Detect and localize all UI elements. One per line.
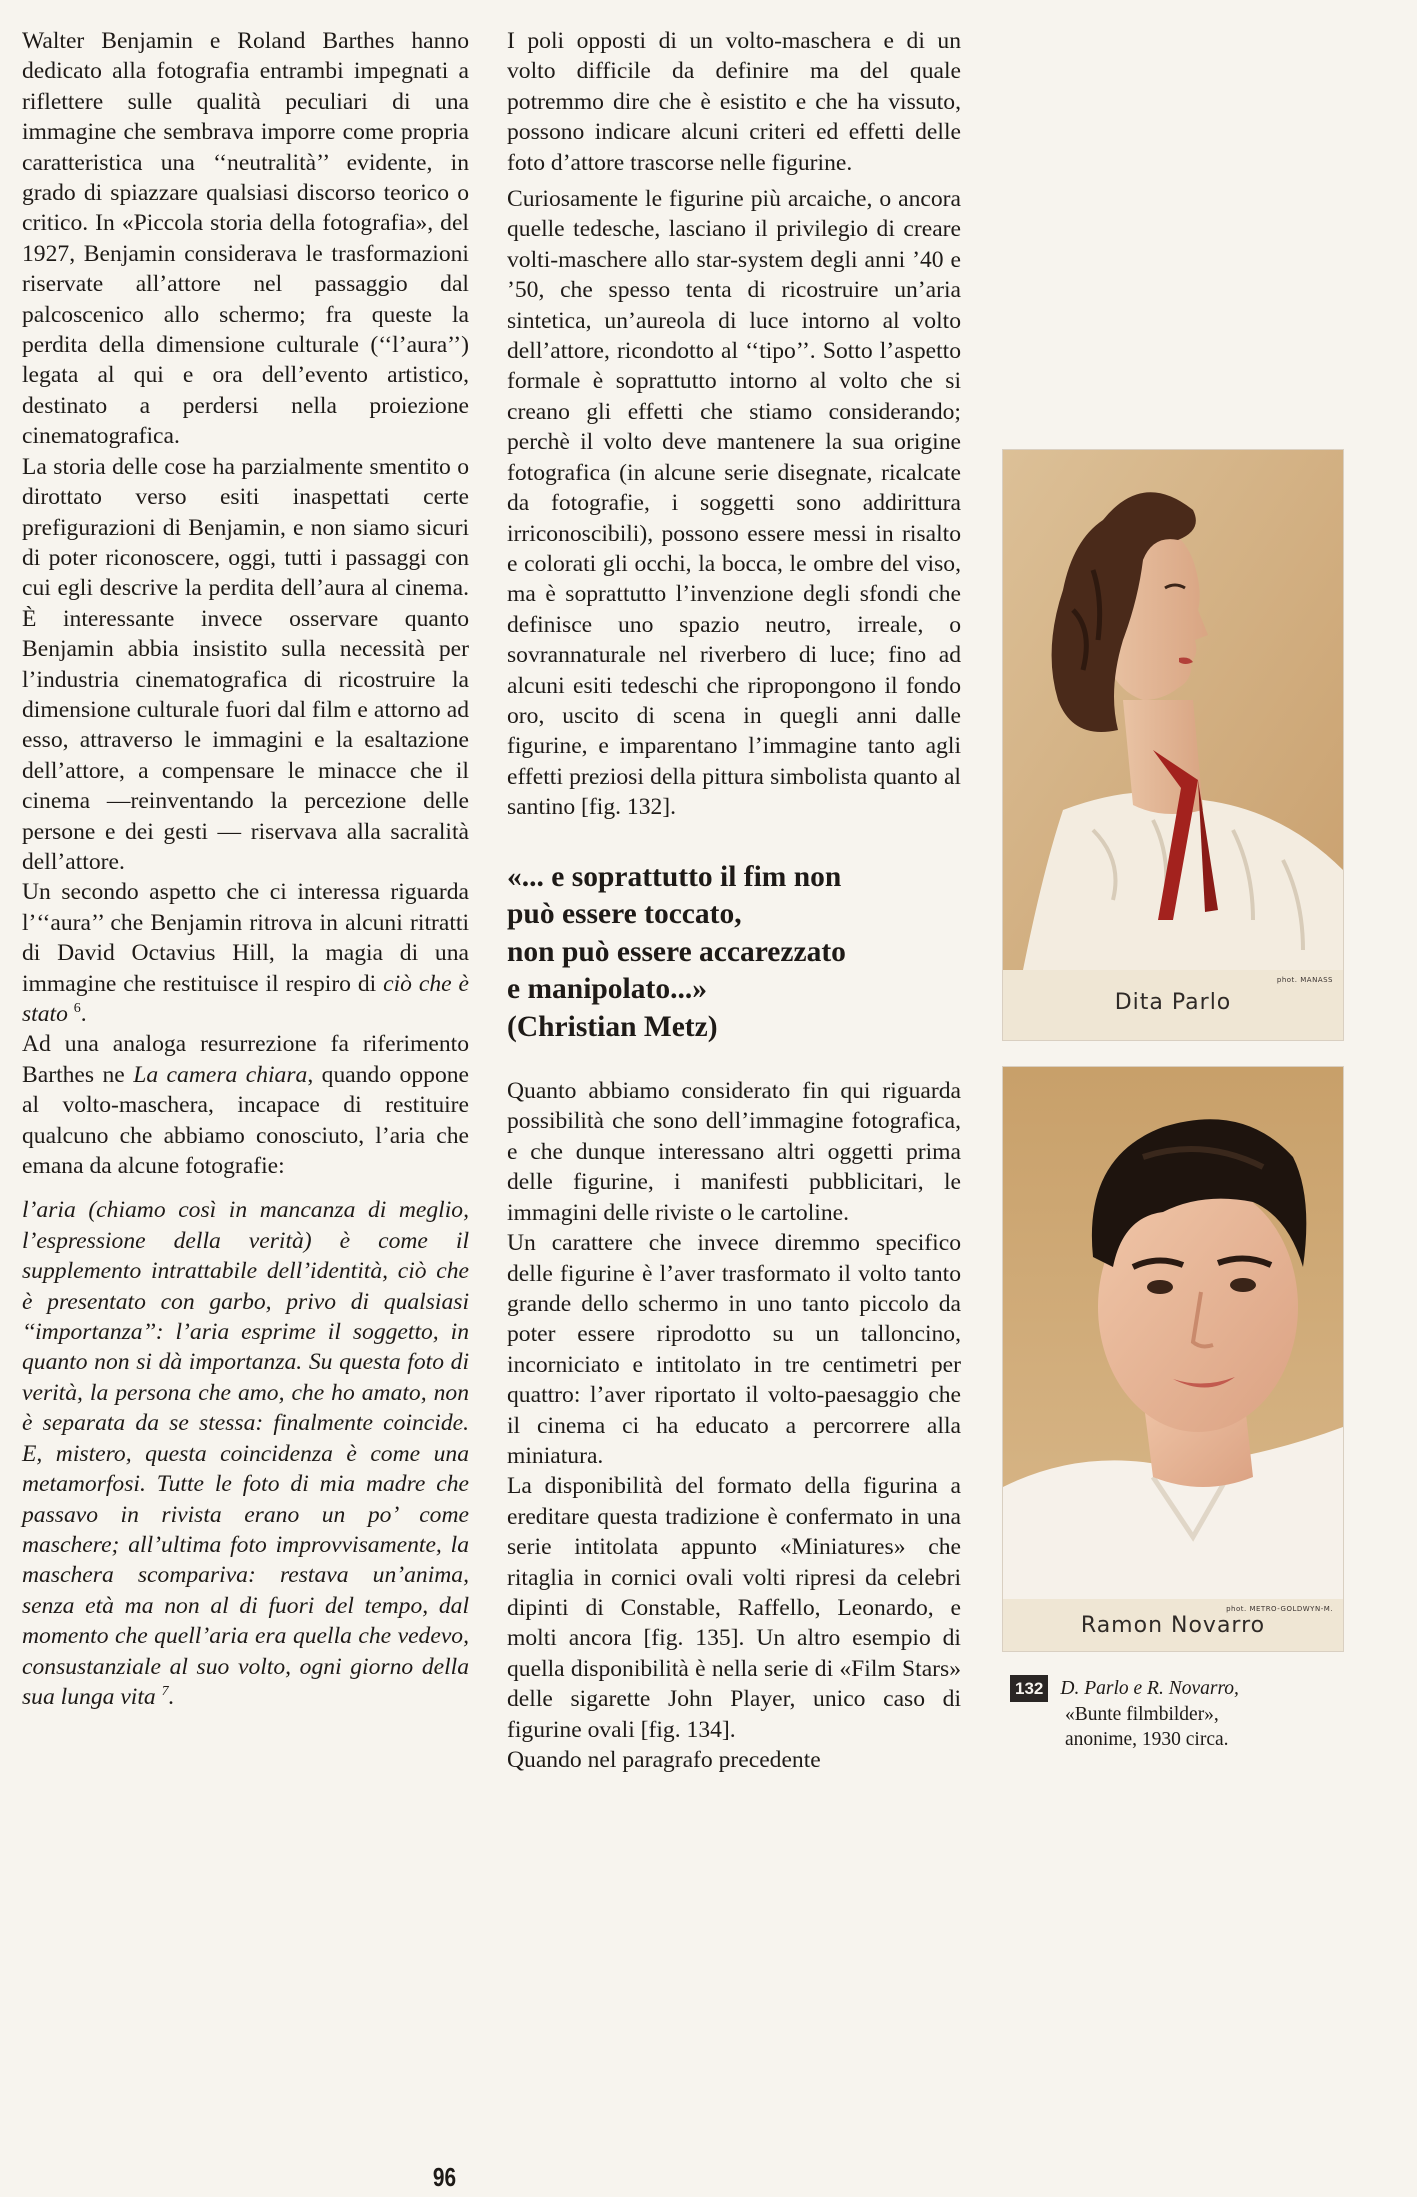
quote-end: . [168, 1683, 175, 1710]
middle-column [507, 26, 961, 1775]
paragraph: Walter Benjamin e Roland Barthes hanno dedicato alla fotografia entrambi impegnati a riflettere sulle qualità peculiari di una immagine che sembrava imporre come propria caratteristica una ‘‘neutralità’’ evidente, in grado di spiazzare qualsiasi discorso teorico o critico. In «Piccola storia della fotografia», del 1927, Benjamin considerava le trasformazioni riservate all’attore nel passaggio dal palcoscenico allo schermo; fra queste la perdita della dimensione culturale (‘‘l’aura’’) legata al qui e ora dell’evento artistico, destinato a perdersi nella proiezione cinematografica. [22, 28, 469, 450]
paragraph: Un carattere che invece diremmo specifico delle figurine è l’aver trasformato il volto tanto grande dello schermo in uno tanto piccolo da poter essere riprodotto su un talloncino, incorniciato e intitolato in tre centimetri per quattro: l’aver riportato il volto-paesaggio che il cinema ci ha educato a percorrere alla miniatura. [507, 1230, 961, 1469]
book-title: La camera chiara [133, 1061, 308, 1088]
figurine-card-dita-parlo [1003, 450, 1343, 1040]
italic-text: ciò che è stato [22, 970, 469, 1027]
paragraph-text: . [80, 1001, 87, 1027]
paragraph: I poli opposti di un volto-maschera e di un volto difficile da definire ma del quale potremmo dire che è esistito e che ha vissuto, possono indicare alcuni criteri ed effetti delle foto d’attore trascorse nelle figurine. [507, 28, 961, 176]
paragraph: La storia delle cose ha parzialmente smentito o dirottato verso esiti inaspettati certe prefigurazioni di Benjamin, e non siamo sicuri di poter riconoscere, oggi, tutti i passaggi con cui egli descrive la perdita dell’aura al cinema. È interessante invece osservare quanto Benjamin abbia insistito sulla necessità per l’industria cinematografica di ricostruire la dimensione culturale fuori dal film e attorno ad esso, attraverso le immagini e la esaltazione dell’attore, a compensare le minacce che il cinema —reinventando la percezione delle persone e dei gesti — riservava alla sacralità dell’attore. [22, 453, 469, 875]
paragraph [22, 1029, 469, 1181]
figurine-card-ramon-novarro [1003, 1067, 1343, 1651]
paragraph-text: , quando oppone al volto-maschera, incapace di restituire qualcuno che abbiamo conosciuto, l’aria che emana da alcune fotografie: [22, 1061, 470, 1180]
figure-caption [1010, 1675, 1310, 1752]
paragraph-text: Un secondo aspetto che ci interessa riguarda l’‘‘aura’’ che Benjamin ritrova in alcuni ritratti di David Octavius Hill, la magia di una immagine che restituisce il respiro di [22, 879, 469, 997]
card-name-label: Dita Parlo [1114, 990, 1232, 1015]
paragraph: Quando nel paragrafo precedente [507, 1747, 821, 1773]
photo-credit: phot. MANASS [1276, 976, 1333, 984]
portrait-image [1003, 450, 1343, 970]
paragraph: Quanto abbiamo considerato fin qui riguarda possibilità che sono dell’immagine fotografica, e che dunque interessano altri oggetti prima delle figurine, i manifesti pubblicitari, le immagini delle riviste o le cartoline. [507, 1078, 961, 1226]
section-heading: «... e soprattutto il fim non può essere toccato, non può essere accarezzato e manipolato...» (Christian Metz) [507, 860, 846, 1043]
left-column [22, 26, 469, 1712]
footnote-marker: 6 [73, 1001, 81, 1017]
paragraph: La disponibilità del formato della figurina a ereditare questa tradizione è confermato in una serie intitolata appunto «Miniatures» che ritaglia in cornici ovali volti ripresi da celebri dipinti di Constable, Raffello, Leonardo, e molti ancora [fig. 135]. Un altro esempio di quella disponibilità è nella serie di «Film Stars» delle sigarette John Player, unico caso di figurine ovali [fig. 134]. [507, 1473, 961, 1743]
portrait-image [1003, 1067, 1343, 1599]
footnote-marker: 7 [161, 1684, 169, 1700]
quote-text [22, 1195, 469, 1712]
photo-credit: phot. METRO-GOLDWYN-M. [1226, 1605, 1333, 1613]
block-quote [22, 1195, 469, 1712]
paragraph [22, 877, 469, 1029]
paragraph: Curiosamente le figurine più arcaiche, o ancora quelle tedesche, lasciano il privilegio di creare volti-maschere allo star-system degli anni ’40 e ’50, che spesso tenta di ricostruire un’aria sintetica, un’aureola di luce intorno al volto dell’attore, ricondotto al ‘‘tipo’’. Sotto l’aspetto formale è soprattutto intorno al volto che si creano gli effetti che stiamo considerando; perchè il volto deve mantenere la sua origine fotografica (in alcune serie disegnate, ricalcate da fotografie, i soggetti sono addirittura irriconoscibili), possono essere messi in risalto e colorati gli occhi, la bocca, le ombre del viso, ma è soprattutto l’invenzione degli sfondi che definisce uno spazio neutro, irreale, o sovrannaturale nel riverbero di luce; fino ad alcuni esiti tedeschi che ripropongono il fondo oro, uscito di scena in quegli anni dalle figurine, e imparentano l’immagine tanto agli effetti preziosi della pittura simbolista quanto al santino [fig. 132]. [507, 186, 961, 821]
figure-number-badge: 132 [1010, 1675, 1048, 1702]
quote-body: l’aria (chiamo così in mancanza di meglio, l’espressione della verità) è come il supplemento intrattabile dell’identità, ciò che è presentato con garbo, privo di qualsiasi ‘‘importanza’’: l’aria esprime il soggetto, in quanto non si dà importanza. Su questa foto di verità, la persona che amo, che ho amato, non è separata da se stessa: finalmente coincide. E, mistero, questa coincidenza è come una metamorfosi. Tutte le foto di mia madre che passavo in rivista erano un po’ come maschere; all’ultima foto improvvisamente, la maschera scompariva: restava un’anima, senza età ma non al di fuori del tempo, dal momento che quell’aria era quella che vedevo, consustanziale al suo volto, ogni giorno della sua lunga vita [22, 1197, 469, 1710]
paragraph-text: Ad una analoga resurrezione fa riferimento Barthes ne [22, 1031, 469, 1088]
card-name-label: Ramon Novarro [1080, 1613, 1266, 1638]
page-number: 96 [432, 2162, 457, 2192]
caption-line: D. Parlo e R. Novarro, [1060, 1678, 1239, 1699]
caption-line: «Bunte filmbilder», [1065, 1704, 1219, 1725]
caption-line: anonime, 1930 circa. [1065, 1729, 1229, 1750]
